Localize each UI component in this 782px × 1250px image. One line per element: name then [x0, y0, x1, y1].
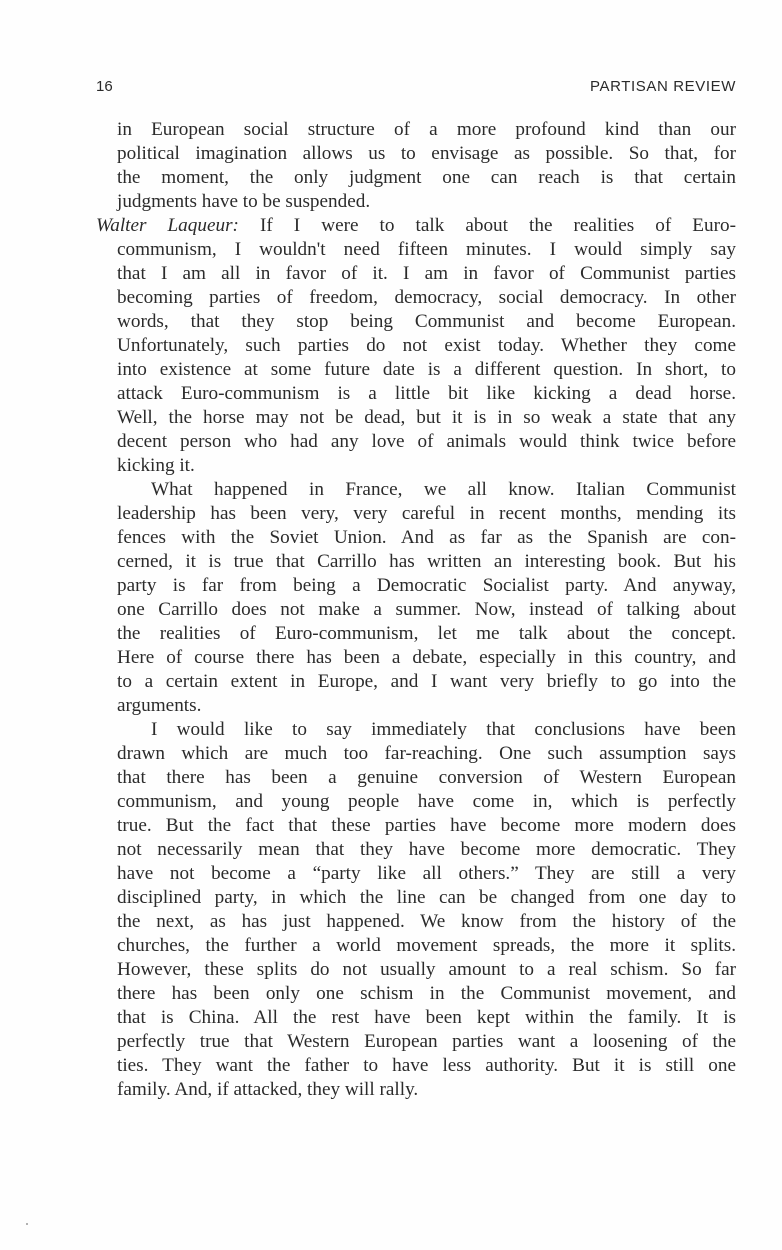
text-line: words, that they stop being Communist and become European.	[117, 311, 736, 332]
speaker-line	[96, 214, 736, 238]
text-line: kicking it.	[117, 455, 195, 476]
text-line: that there has been a genuine conversion of Western European	[117, 767, 736, 788]
text-line: have not become a “party like all others.” They are still a very	[117, 863, 736, 884]
text-line: the moment, the only judgment one can reach is that certain	[117, 167, 736, 188]
text-line: Unfortunately, such parties do not exist today. Whether they come	[117, 335, 736, 356]
text-line: communism, I wouldn't need fifteen minutes. I would simply say	[117, 239, 736, 260]
text-line: that I am all in favor of it. I am in favor of Communist parties	[117, 263, 736, 284]
text-line: leadership has been very, very careful in recent months, mending its	[117, 503, 736, 524]
text-line: What happened in France, we all know. Italian Communist	[151, 479, 736, 500]
text-line: not necessarily mean that they have become more democratic. They	[117, 839, 736, 860]
text-line: the realities of Euro-communism, let me talk about the concept.	[117, 623, 736, 644]
text-line: arguments.	[117, 695, 202, 716]
scan-speck	[26, 1223, 28, 1225]
text-line: attack Euro-communism is a little bit like kicking a dead horse.	[117, 383, 736, 404]
running-head	[96, 78, 736, 98]
text-line: However, these splits do not usually amount to a real schism. So far	[117, 959, 736, 980]
text-line: decent person who had any love of animals would think twice before	[117, 431, 736, 452]
text-line: becoming parties of freedom, democracy, social democracy. In other	[117, 287, 736, 308]
text-line: churches, the further a world movement spreads, the more it splits.	[117, 935, 736, 956]
text-line: political imagination allows us to envisage as possible. So that, for	[117, 143, 736, 164]
text-line: true. But the fact that these parties have become more modern does	[117, 815, 736, 836]
text-line: cerned, it is true that Carrillo has written an interesting book. But his	[117, 551, 736, 572]
speaker-name: Walter Laqueur:	[96, 215, 239, 236]
text-line: ties. They want the father to have less authority. But it is still one	[117, 1055, 736, 1076]
text-line: in European social structure of a more profound kind than our	[117, 119, 736, 140]
text-line: party is far from being a Democratic Socialist party. And anyway,	[117, 575, 736, 596]
text-line: judgments have to be suspended.	[117, 191, 371, 212]
text-line: Well, the horse may not be dead, but it is in so weak a state that any	[117, 407, 736, 428]
text-line: the next, as has just happened. We know from the history of the	[117, 911, 736, 932]
text-line: drawn which are much too far-reaching. One such assumption says	[117, 743, 736, 764]
text-line: family. And, if attacked, they will rally.	[117, 1079, 419, 1100]
text-line: to a certain extent in Europe, and I want very briefly to go into the	[117, 671, 736, 692]
page-number: 16	[96, 78, 113, 95]
text-line: there has been only one schism in the Communist movement, and	[117, 983, 736, 1004]
text-line: communism, and young people have come in, which is perfectly	[117, 791, 736, 812]
text-line: one Carrillo does not make a summer. Now, instead of talking about	[117, 599, 736, 620]
text-run: If I were to talk about the realities of Euro-	[238, 215, 736, 236]
text-line: perfectly true that Western European parties want a loosening of the	[117, 1031, 736, 1052]
text-line: I would like to say immediately that conclusions have been	[151, 719, 736, 740]
text-line: disciplined party, in which the line can be changed from one day to	[117, 887, 736, 908]
text-line: Here of course there has been a debate, especially in this country, and	[117, 647, 736, 668]
text-line: into existence at some future date is a different question. In short, to	[117, 359, 736, 380]
text-line: that is China. All the rest have been kept within the family. It is	[117, 1007, 736, 1028]
text-line: fences with the Soviet Union. And as far as the Spanish are con-	[117, 527, 736, 548]
journal-title: PARTISAN REVIEW	[590, 78, 736, 95]
